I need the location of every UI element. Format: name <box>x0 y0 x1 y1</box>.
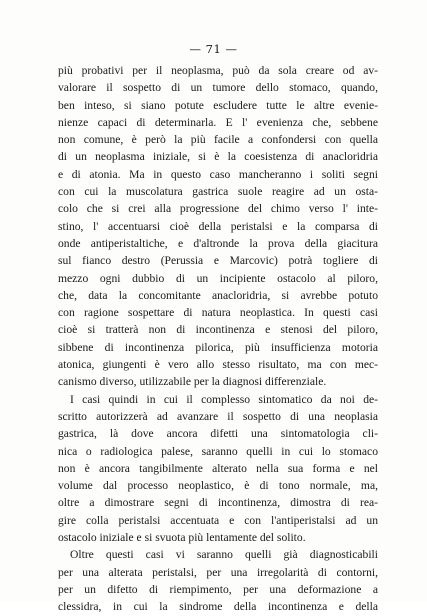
text-line: nienze capaci di determinarla. E l' evenienza che, sebbene <box>58 115 378 129</box>
text-line: più probativi per il neoplasma, può da sola creare od av- <box>58 64 378 77</box>
text-line: mezzo ogni dubbio di un incipiente ostacolo al piloro, <box>58 271 378 285</box>
text-line: volume dal processo neoplastico, è di tono normale, ma, <box>58 479 378 493</box>
text-line: ostacolo iniziale e si svuota più lentamente del solito. <box>58 531 306 545</box>
text-line: di un neoplasma iniziale, si è la coesistenza di anacloridria <box>58 150 378 164</box>
text-line: per un difetto di riempimento, per una deformazione a <box>58 582 378 596</box>
paragraph-2 <box>58 391 378 547</box>
text-line: Oltre questi casi vi saranno quelli già diagnosticabili <box>70 548 378 562</box>
body-text <box>58 62 378 616</box>
text-line: per una alterata peristalsi, per una irregolarità di contorni, <box>58 565 378 579</box>
text-line: non è ancora tangibilmente alterato nella sua forma e nel <box>58 461 378 475</box>
page-number: — 71 — <box>189 42 238 56</box>
text-line: I casi quindi in cui il complesso sintomatico da noi de- <box>70 392 378 406</box>
text-line: con cui la muscolatura gastrica suole reagire ad un osta- <box>58 185 378 199</box>
paragraph-3 <box>58 546 378 615</box>
text-line: e di atonia. Ma in questo caso mancheranno i soliti segni <box>58 167 378 181</box>
text-line: nica o radiologica palese, saranno quelli in cui lo stomaco <box>58 444 378 458</box>
text-line: stino, l' accentuarsi cioè della peristalsi e la comparsa di <box>58 219 378 233</box>
text-line: gastrica, là dove ancora difetti una sintomatologia cli- <box>58 427 378 441</box>
text-line: cioè si tratterà non di incontinenza e stenosi del piloro, <box>58 323 378 337</box>
text-line: scritto autorizzerà ad avanzare il sospetto di una neoplasia <box>58 409 378 423</box>
text-line: ben inteso, si siano potute escludere tutte le altre evenie- <box>58 98 378 112</box>
text-line: valorare il sospetto di un tumore dello stomaco, quando, <box>58 81 378 95</box>
text-line: onde antiperistaltiche, e d'altronde la prova della giacitura <box>58 236 378 250</box>
text-line: che, data la concomitante anacloridria, si avrebbe potuto <box>58 288 378 302</box>
text-line: gire colla peristalsi accentuata e con l'antiperistalsi ad un <box>58 513 378 527</box>
paragraph-1 <box>58 62 378 391</box>
text-line: oltre a dimostrare segni di incontinenza, dimostra di rea- <box>58 496 378 510</box>
text-line: clessidra, in cui la sindrome della incontinenza e della <box>58 600 378 614</box>
text-line: canismo diverso, utilizzabile per la diagnosi differenziale. <box>58 375 327 389</box>
text-line: con ragione sospettare di natura neoplastica. In questi casi <box>58 306 378 320</box>
text-line: atonica, giungenti è vero allo stesso risultato, ma con mec- <box>58 358 378 372</box>
text-line: colo che si crei alla progressione del chimo verso l' inte- <box>58 202 378 216</box>
text-line: sibbene di incontinenza pilorica, più insufficienza motoria <box>58 340 378 354</box>
text-line: non comune, è però la più facile a confondersi con quella <box>58 133 378 147</box>
text-line: sul fianco destro (Perussia e Marcovic) potrà togliere di <box>58 254 378 268</box>
